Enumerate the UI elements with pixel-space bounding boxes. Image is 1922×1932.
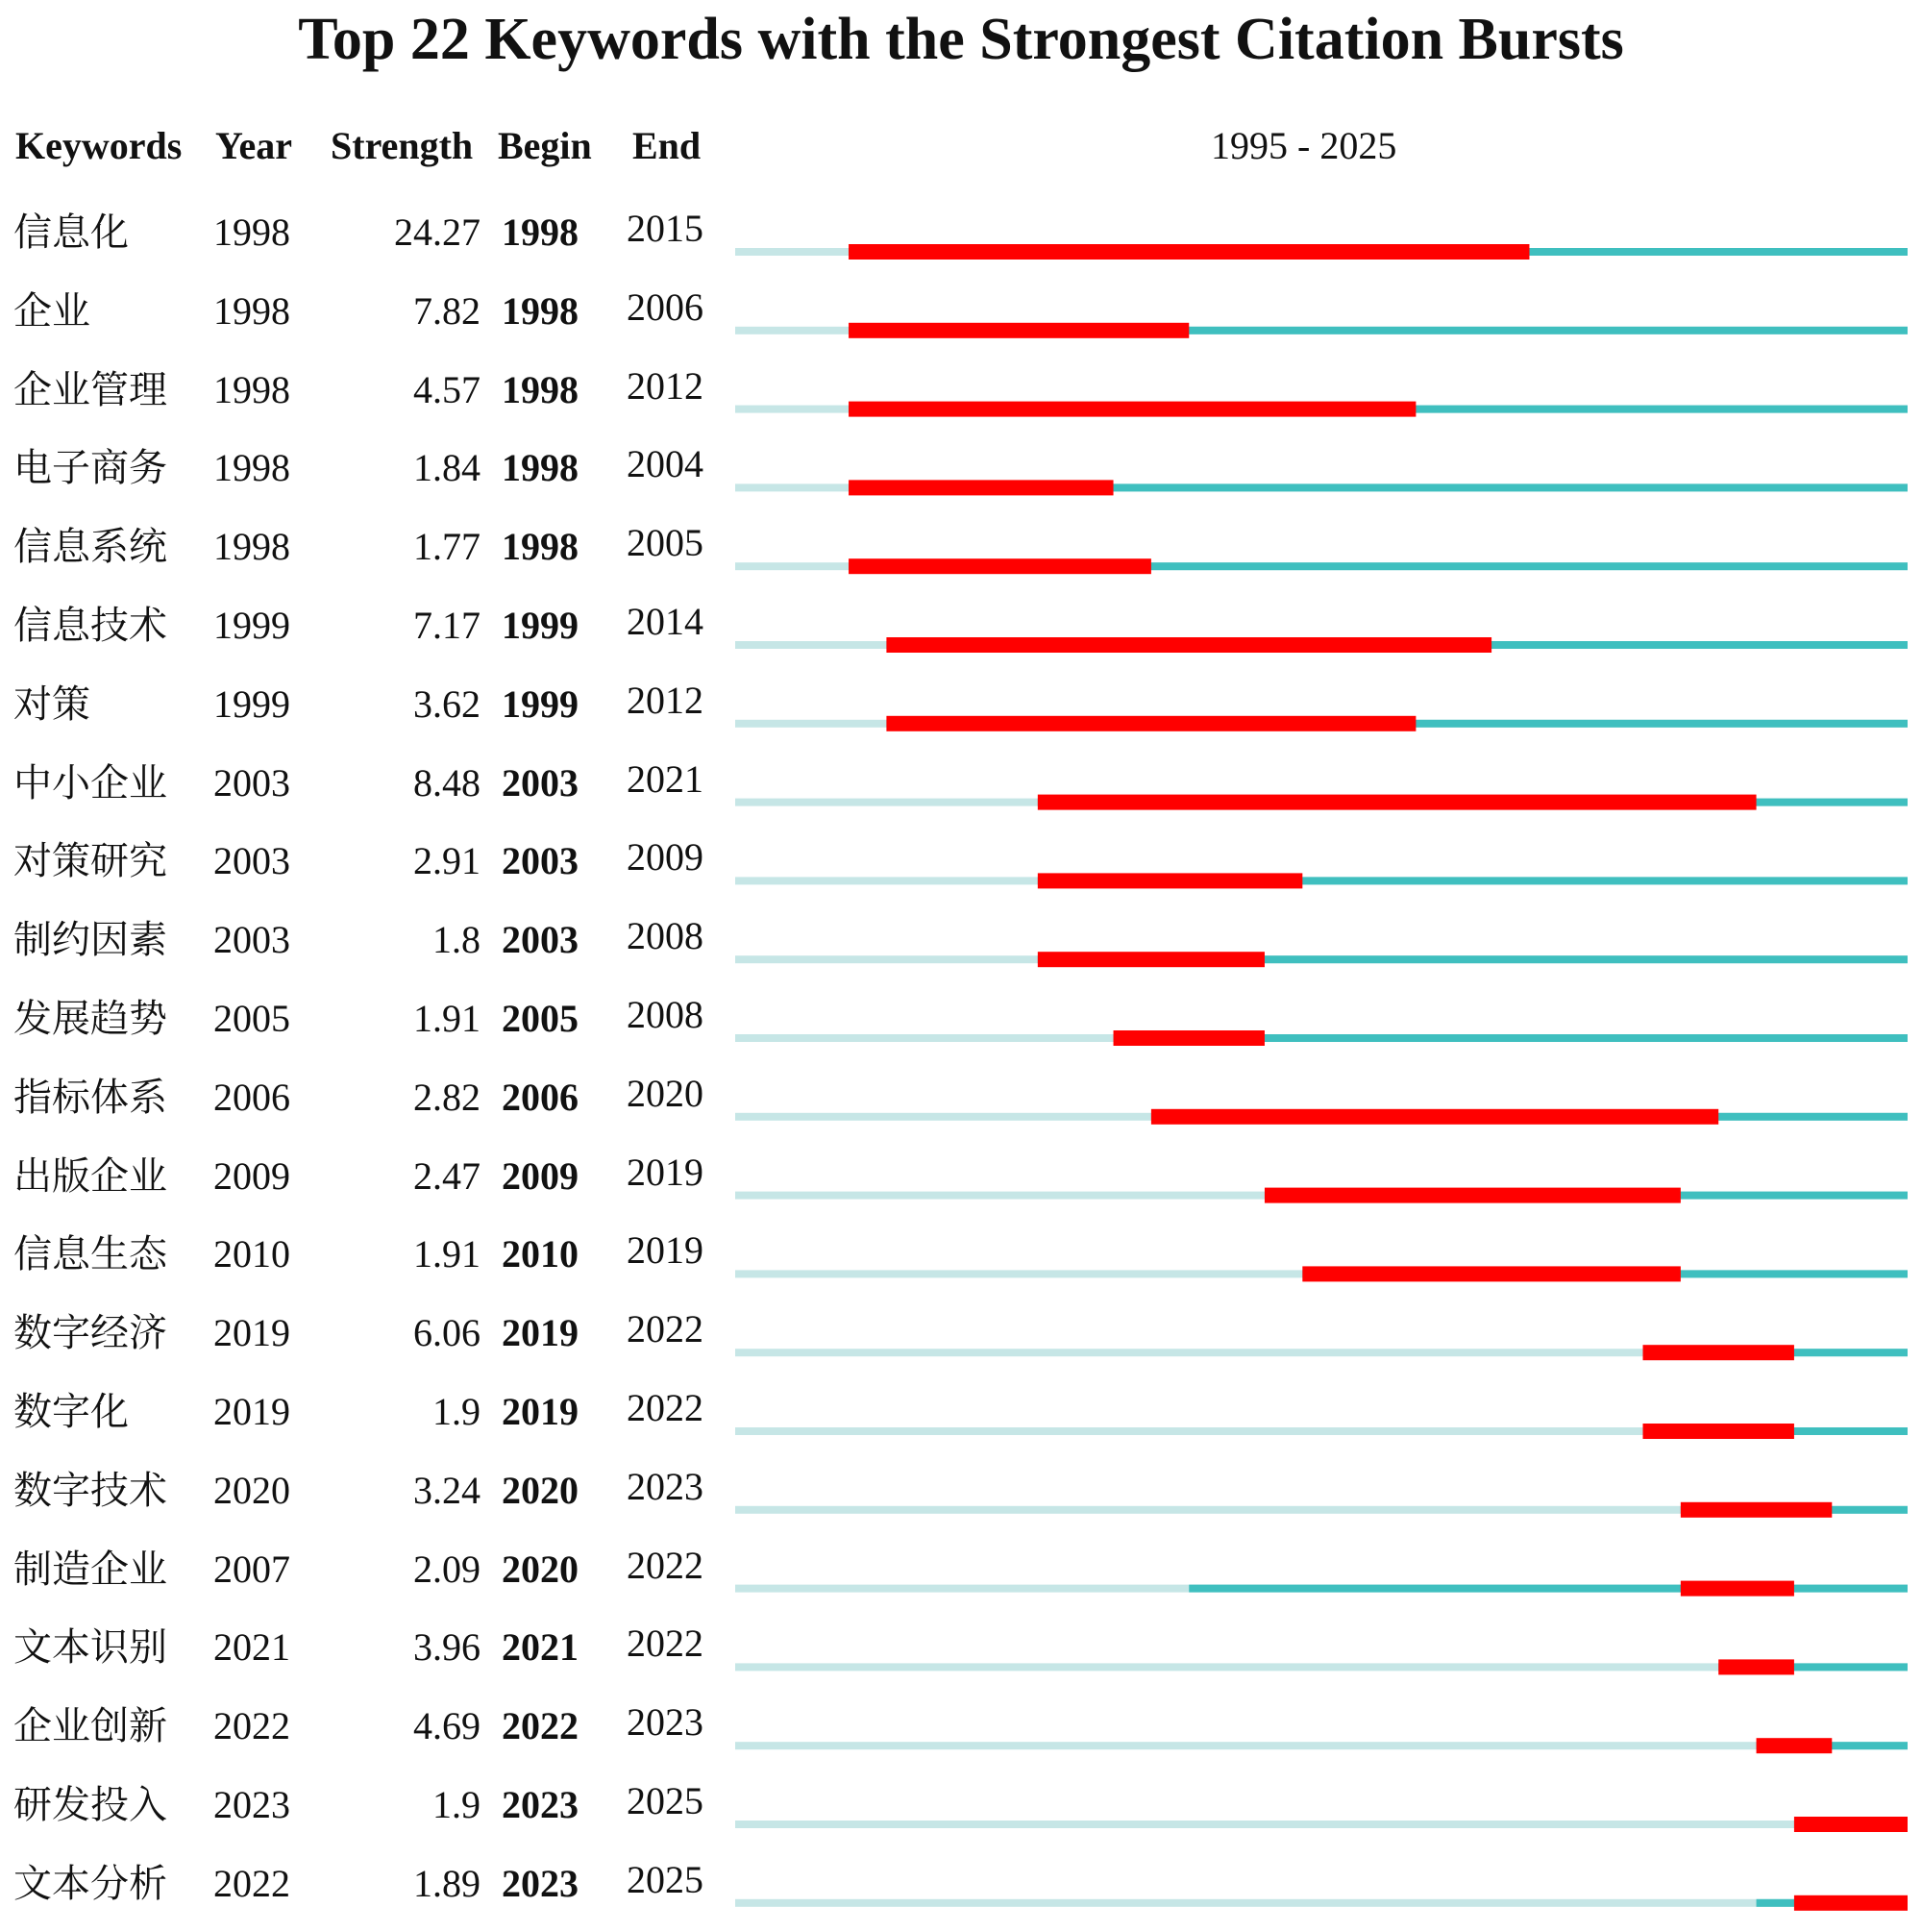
burst-bar <box>1038 873 1302 888</box>
burst-bar <box>849 402 1416 417</box>
timeline-inactive-segment <box>735 1821 1908 1828</box>
burst-bar <box>849 480 1113 495</box>
end-cell: 2025 <box>627 1779 703 1822</box>
header-keywords: Keywords <box>15 124 183 167</box>
keyword-cell: 企业创新 <box>13 1704 167 1748</box>
strength-cell: 2.91 <box>413 839 480 883</box>
burst-bar <box>1038 795 1757 810</box>
keyword-cell: 企业管理 <box>13 367 167 411</box>
end-cell: 2008 <box>627 914 703 958</box>
end-cell: 2022 <box>627 1307 703 1351</box>
keyword-cell: 出版企业 <box>13 1153 167 1198</box>
year-cell: 2003 <box>213 918 290 962</box>
keyword-cell: 指标体系 <box>13 1075 167 1119</box>
keyword-cell: 发展趋势 <box>13 997 167 1040</box>
burst-bar <box>1718 1659 1794 1674</box>
begin-cell: 2022 <box>502 1704 579 1748</box>
begin-cell: 1998 <box>502 525 579 569</box>
end-cell: 2014 <box>627 600 703 643</box>
end-cell: 2022 <box>627 1386 703 1429</box>
keyword-cell: 企业 <box>13 288 90 333</box>
keyword-cell: 制约因素 <box>13 918 167 962</box>
keyword-cell: 信息系统 <box>13 525 167 569</box>
strength-cell: 4.57 <box>413 367 480 411</box>
header-year: Year <box>215 124 292 167</box>
keyword-cell: 信息化 <box>13 211 129 254</box>
end-cell: 2022 <box>627 1622 703 1666</box>
end-cell: 2020 <box>627 1071 703 1115</box>
burst-bar <box>1757 1738 1833 1753</box>
year-cell: 1998 <box>213 211 290 254</box>
year-cell: 2009 <box>213 1153 290 1198</box>
strength-cell: 3.96 <box>413 1625 480 1670</box>
burst-bar <box>1643 1345 1794 1360</box>
keyword-cell: 数字经济 <box>13 1311 167 1355</box>
begin-cell: 2023 <box>502 1783 579 1826</box>
year-cell: 1998 <box>213 288 290 333</box>
year-cell: 2022 <box>213 1704 290 1748</box>
burst-bar <box>886 637 1491 653</box>
end-cell: 2019 <box>627 1228 703 1273</box>
year-cell: 1999 <box>213 681 290 726</box>
end-cell: 2012 <box>627 678 703 722</box>
burst-bar <box>1681 1502 1832 1518</box>
begin-cell: 2003 <box>502 918 579 962</box>
begin-cell: 2020 <box>502 1547 579 1591</box>
year-cell: 2005 <box>213 997 290 1040</box>
year-cell: 2019 <box>213 1311 290 1355</box>
strength-cell: 2.82 <box>413 1075 480 1119</box>
strength-cell: 3.24 <box>413 1468 480 1512</box>
header-strength: Strength <box>331 124 474 167</box>
end-cell: 2004 <box>627 442 703 486</box>
keyword-cell: 文本分析 <box>13 1861 167 1905</box>
burst-bar <box>1038 952 1265 967</box>
keyword-cell: 中小企业 <box>13 760 167 805</box>
strength-cell: 6.06 <box>413 1311 480 1355</box>
header-end: End <box>632 124 702 167</box>
strength-cell: 1.84 <box>413 446 480 490</box>
burst-bar <box>1151 1109 1718 1125</box>
begin-cell: 2003 <box>502 760 579 805</box>
strength-cell: 8.48 <box>413 760 480 805</box>
begin-cell: 2020 <box>502 1468 579 1512</box>
year-cell: 2006 <box>213 1075 290 1119</box>
keyword-cell: 数字技术 <box>13 1468 167 1512</box>
keyword-cell: 制造企业 <box>13 1547 167 1591</box>
keyword-cell: 数字化 <box>13 1390 129 1433</box>
year-cell: 1998 <box>213 446 290 490</box>
strength-cell: 1.89 <box>413 1861 480 1905</box>
keyword-cell: 电子商务 <box>13 446 167 490</box>
begin-cell: 2010 <box>502 1232 579 1276</box>
keyword-cell: 文本识别 <box>13 1625 167 1670</box>
header-begin: Begin <box>498 124 592 167</box>
end-cell: 2015 <box>627 207 703 250</box>
year-cell: 2007 <box>213 1547 290 1591</box>
keyword-cell: 对策研究 <box>13 839 167 883</box>
begin-cell: 1999 <box>502 681 579 726</box>
year-cell: 2019 <box>213 1390 290 1433</box>
keyword-cell: 信息生态 <box>13 1232 167 1276</box>
burst-bar <box>1794 1895 1908 1911</box>
end-cell: 2008 <box>627 993 703 1036</box>
strength-cell: 1.91 <box>413 997 480 1040</box>
end-cell: 2009 <box>627 835 703 879</box>
begin-cell: 2009 <box>502 1153 579 1198</box>
strength-cell: 1.9 <box>432 1783 480 1826</box>
begin-cell: 1998 <box>502 367 579 411</box>
burst-bar <box>849 244 1529 260</box>
end-cell: 2023 <box>627 1464 703 1508</box>
strength-cell: 7.17 <box>413 604 480 647</box>
strength-cell: 1.9 <box>432 1390 480 1433</box>
begin-cell: 2023 <box>502 1861 579 1905</box>
year-cell: 1998 <box>213 367 290 411</box>
timeline-active-segment <box>1189 1585 1908 1593</box>
year-cell: 2010 <box>213 1232 290 1276</box>
year-cell: 2021 <box>213 1625 290 1670</box>
end-cell: 2021 <box>627 756 703 801</box>
strength-cell: 1.91 <box>413 1232 480 1276</box>
keyword-cell: 对策 <box>13 681 90 726</box>
strength-cell: 4.69 <box>413 1704 480 1748</box>
year-cell: 1999 <box>213 604 290 647</box>
begin-cell: 2003 <box>502 839 579 883</box>
strength-cell: 3.62 <box>413 681 480 726</box>
end-cell: 2023 <box>627 1700 703 1745</box>
burst-bar <box>849 558 1151 574</box>
burst-bar <box>1265 1188 1681 1203</box>
chart-title: Top 22 Keywords with the Strongest Citation Bursts <box>298 7 1624 72</box>
keyword-cell: 研发投入 <box>13 1783 167 1826</box>
burst-bar <box>1794 1817 1908 1832</box>
end-cell: 2025 <box>627 1857 703 1901</box>
burst-bar <box>1681 1581 1794 1597</box>
burst-bar <box>1643 1424 1794 1439</box>
begin-cell: 2005 <box>502 997 579 1040</box>
keyword-cell: 信息技术 <box>13 604 167 647</box>
begin-cell: 2006 <box>502 1075 579 1119</box>
year-cell: 2023 <box>213 1783 290 1826</box>
begin-cell: 1999 <box>502 604 579 647</box>
strength-cell: 2.47 <box>413 1153 480 1198</box>
burst-bar <box>1114 1030 1265 1046</box>
begin-cell: 1998 <box>502 211 579 254</box>
year-cell: 2020 <box>213 1468 290 1512</box>
begin-cell: 1998 <box>502 446 579 490</box>
strength-cell: 2.09 <box>413 1547 480 1591</box>
year-cell: 1998 <box>213 525 290 569</box>
begin-cell: 2021 <box>502 1625 579 1670</box>
end-cell: 2022 <box>627 1543 703 1587</box>
end-cell: 2005 <box>627 521 703 565</box>
year-cell: 2003 <box>213 760 290 805</box>
year-cell: 2003 <box>213 839 290 883</box>
begin-cell: 1998 <box>502 288 579 333</box>
end-cell: 2012 <box>627 363 703 408</box>
burst-bar <box>1302 1266 1681 1281</box>
begin-cell: 2019 <box>502 1390 579 1433</box>
strength-cell: 1.8 <box>432 918 480 962</box>
begin-cell: 2019 <box>502 1311 579 1355</box>
end-cell: 2019 <box>627 1150 703 1194</box>
strength-cell: 24.27 <box>394 211 480 254</box>
timeline-inactive-segment <box>735 1899 1908 1907</box>
timeline-inactive-segment <box>735 1742 1908 1749</box>
strength-cell: 1.77 <box>413 525 480 569</box>
header-timeline-range: 1995 - 2025 <box>1211 124 1397 167</box>
end-cell: 2006 <box>627 285 703 329</box>
burst-bar <box>886 716 1416 731</box>
strength-cell: 7.82 <box>413 288 480 333</box>
burst-bar <box>849 323 1189 338</box>
year-cell: 2022 <box>213 1861 290 1905</box>
